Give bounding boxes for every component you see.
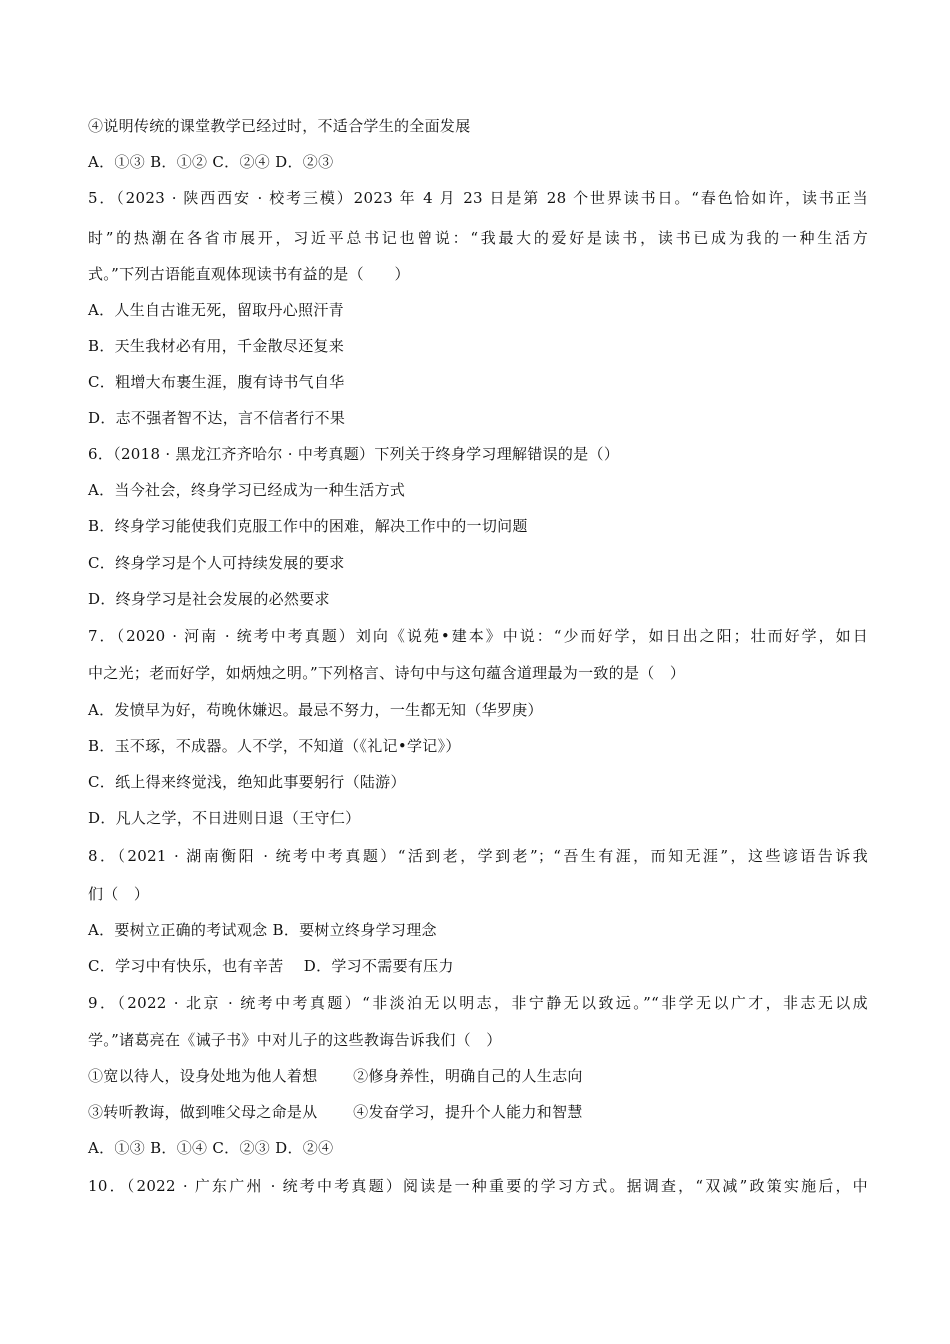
question-8-line-1: 8．（2021 · 湖南衡阳 · 统考中考真题）“活到老，学到老”；“吾生有涯，而知无涯”，这些谚语告诉我: [88, 847, 868, 865]
answer-options-q4: A．①③ B．①② C．②④ D．②③: [88, 153, 334, 171]
q8-options-ab: A．要树立正确的考试观念 B．要树立终身学习理念: [88, 921, 437, 939]
q6-option-a: A．当今社会，终身学习已经成为一种生活方式: [88, 481, 406, 499]
question-5-line-1: 5．（2023 · 陕西西安 · 校考三模）2023 年 4 月 23 日是第 28 个世界读书日。“春色恰如许，读书正当: [88, 189, 868, 207]
question-8-line-2: 们（ ）: [88, 885, 150, 903]
q7-option-d: D．凡人之学，不日进则日退（王守仁）: [88, 809, 361, 827]
q8-options-cd: C．学习中有快乐，也有辛苦 D．学习不需要有压力: [88, 957, 454, 975]
question-6: 6．（2018 · 黑龙江齐齐哈尔 · 中考真题）下列关于终身学习理解错误的是（）: [88, 445, 620, 463]
q7-option-a: A．发愤早为好，苟晚休嫌迟。最忌不努力，一生都无知（华罗庚）: [88, 701, 543, 719]
option-4-text: ④说明传统的课堂教学已经过时，不适合学生的全面发展: [88, 117, 471, 135]
question-7-line-1: 7．（2020 · 河南 · 统考中考真题）刘向《说苑•建本》中说：“少而好学，如日出之阳；壮而好学，如日: [88, 627, 868, 645]
question-10-line-1: 10．（2022 · 广东广州 · 统考中考真题）阅读是一种重要的学习方式。据调查，“双减”政策实施后，中: [88, 1177, 868, 1195]
q6-option-d: D．终身学习是社会发展的必然要求: [88, 590, 330, 608]
q9-answer-options: A．①③ B．①④ C．②③ D．②④: [88, 1139, 334, 1157]
q5-option-d: D．志不强者智不达，言不信者行不果: [88, 409, 346, 427]
q9-statements-1-2: ①宽以待人，设身处地为他人着想 ②修身养性，明确自己的人生志向: [88, 1067, 583, 1085]
question-7-line-2: 中之光；老而好学，如炳烛之明。”下列格言、诗句中与这句蕴含道理最为一致的是（ ）: [88, 664, 686, 682]
q5-option-a: A．人生自古谁无死，留取丹心照汗青: [88, 301, 344, 319]
q7-option-b: B．玉不琢，不成器。人不学，不知道（《礼记•学记》）: [88, 737, 461, 755]
q6-option-b: B．终身学习能使我们克服工作中的困难，解决工作中的一切问题: [88, 517, 528, 535]
question-9-line-1: 9．（2022 · 北京 · 统考中考真题）“非淡泊无以明志，非宁静无以致远。”“非学无以广才，非志无以成: [88, 994, 868, 1012]
q6-option-c: C．终身学习是个人可持续发展的要求: [88, 554, 345, 572]
q7-option-c: C．纸上得来终觉浅，绝知此事要躬行（陆游）: [88, 773, 406, 791]
q5-option-b: B．天生我材必有用，千金散尽还复来: [88, 337, 345, 355]
q9-statements-3-4: ③转听教诲，做到唯父母之命是从 ④发奋学习，提升个人能力和智慧: [88, 1103, 583, 1121]
question-5-line-2: 时”的热潮在各省市展开，习近平总书记也曾说：“我最大的爱好是读书，读书已成为我的一种生活方: [88, 229, 868, 247]
q5-option-c: C．粗增大布裹生涯，腹有诗书气自华: [88, 373, 345, 391]
question-5-line-3: 式。”下列古语能直观体现读书有益的是（ ）: [88, 265, 410, 283]
question-9-line-2: 学。”诸葛亮在《诫子书》中对儿子的这些教诲告诉我们（ ）: [88, 1031, 502, 1049]
